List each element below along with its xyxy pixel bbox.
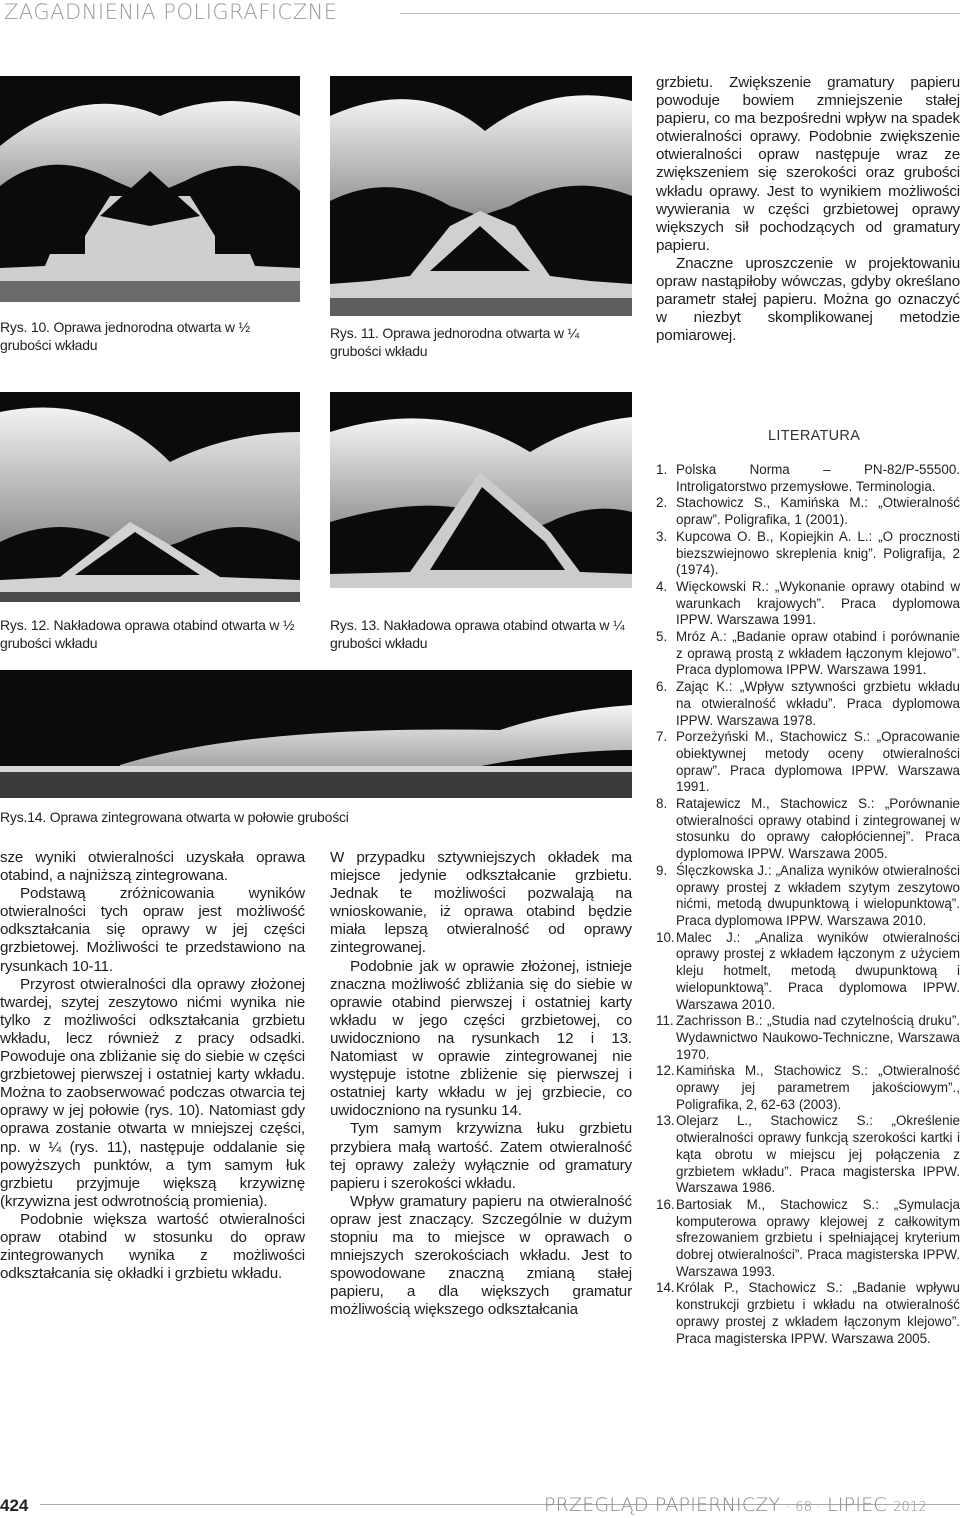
journal-month: LIPIEC	[827, 1494, 887, 1516]
journal-name: PRZEGLĄD PAPIERNICZY	[544, 1494, 781, 1516]
figure-13-caption: Rys. 13. Nakładowa oprawa otabind otwarta w ¼ grubości wkładu	[330, 617, 625, 651]
reference-text: Malec J.: „Analiza wyników otwieralności oprawy prostej z wkładem łączonym z użyciem kleju hotmelt, metodą dwupunktową i wielopunktową”. Praca dyplomowa IPPW. Warszawa 2010.	[676, 929, 960, 1012]
reference-number: 3.	[656, 528, 668, 544]
list-item	[656, 1280, 960, 1347]
reference-text: Olejarz L., Stachowicz S.: „Określenie otwieralności oprawy funkcją szerokości kartki i kąta obrotu w miejscu jej połączenia z grzbietem wkładu”. Praca magisterska IPPW. Warszawa 1986.	[676, 1113, 960, 1196]
reference-text: Polska Norma – PN-82/P-55500. Introligatorstwo przemysłowe. Terminologia.	[676, 462, 960, 494]
reference-number: 14.	[656, 1280, 675, 1296]
list-item	[656, 1063, 960, 1113]
right-column-top-text	[656, 74, 960, 345]
journal-footer	[544, 1494, 927, 1516]
reference-text: Królak P., Stachowicz S.: „Badanie wpływu konstrukcji grzbietu i wkładu na otwieralność oprawy prostej z wkładem łączonym klejowo”. Praca magisterska IPPW. Warszawa 2005.	[676, 1280, 960, 1346]
list-item	[656, 930, 960, 1014]
left-column-text	[0, 849, 305, 1283]
list-item	[656, 796, 960, 863]
list-item	[656, 729, 960, 796]
paragraph: Przyrost otwieralności dla oprawy złożonej twardej, szytej zeszytowo nićmi wynika nie tylko z możliwości odkształcania grzbietu wkładu, lecz również z pracy odsadki. Powoduje ona zbliżanie się do siebie w części grzbietowej pierwszej i ostatniej karty wkładu. Można to zaobserwować podczas otwarcia tej oprawy w jej połowie (rys. 10). Natomiast gdy oprawa zostanie otwarta w mniejszej części, np. w ¼ (rys. 11), następuje oddalanie się powyższych punktów, a tym samym łuk grzbietu przyjmuje większą krzywiznę (krzywizna jest odwrotnością promienia).	[0, 975, 305, 1210]
reference-text: Ślęczkowska J.: „Analiza wyników otwieralności oprawy prostej z wkładem szytym zeszytowo nićmi, metodą dwupunktową i wielopunktową”. Praca dyplomowa IPPW. Warszawa 2010.	[676, 862, 960, 928]
paragraph: sze wyniki otwieralności uzyskała oprawa otabind, a najniższą zintegrowana.	[0, 849, 305, 885]
reference-number: 10.	[656, 929, 675, 945]
reference-number: 16.	[656, 1196, 675, 1212]
paragraph: Podobnie jak w oprawie złożonej, istnieje znaczna możliwość zbliżania się do siebie w oprawie otabind pierwszej i ostatniej karty wkładu w jego części grzbietowej, co uwidoczniono na rysunkach 12 i 13. Natomiast w oprawie zintegrowanej nie występuje istotne zbliżenie się pierwszej i ostatniej karty wkładu w jej grzbiecie, co uwidoczniono na rysunku 14.	[330, 957, 632, 1120]
figure-12-photo	[0, 392, 300, 602]
paragraph: Tym samym krzywizna łuku grzbietu przybiera małą wartość. Zatem otwieralność tej oprawy zależy wyłącznie od gramatury papieru i szerokości wkładu.	[330, 1120, 632, 1192]
reference-text: Zając K.: „Wpływ sztywności grzbietu wkładu na otwieralność wkładu”. Praca dyplomowa IPPW. Warszawa 1978.	[676, 679, 960, 728]
figure-14-photo	[0, 670, 632, 798]
literature-list	[656, 462, 960, 1347]
journal-issue: · 68 ·	[786, 1500, 821, 1515]
reference-number: 5.	[656, 629, 668, 645]
reference-number: 12.	[656, 1063, 675, 1079]
figure-13-photo	[330, 392, 632, 588]
list-item	[656, 495, 960, 528]
page-header	[0, 0, 960, 26]
paragraph: Znaczne uproszczenie w projektowaniu opraw nastąpiłoby wówczas, gdyby określano parametr stałej papieru. Można go oznaczyć w niezbyt skomplikowanej metodzie pomiarowej.	[656, 254, 960, 345]
figure-10-photo	[0, 76, 300, 302]
reference-text: Kupcowa O. B., Kopiejkin A. L.: „O procznosti biezszwiejnowo skreplenia knig”. Poligrafija, 2 (1974).	[676, 528, 960, 578]
figure-10-caption: Rys. 10. Oprawa jednorodna otwarta w ½ grubości wkładu	[0, 319, 250, 353]
list-item	[656, 863, 960, 930]
reference-text: Więckowski R.: „Wykonanie oprawy otabind w warunkach krajowych”. Praca dyplomowa IPPW. Warszawa 1991.	[676, 578, 960, 628]
paragraph: grzbietu. Zwiększenie gramatury papieru powoduje bowiem zmniejszenie stałej papieru, co ma bezpośredni wpływ na spadek otwieralności oprawy. Podobnie zwiększenie otwieralności opraw następuje wraz ze zwiększeniem się szerokości oraz grubości wkładu oprawy. Jest to wynikiem możliwości wywierania w części grzbietowej oprawy większych sił pochodzących od gramatury papieru.	[656, 74, 960, 254]
reference-text: Zachrisson B.: „Studia nad czytelnością druku”. Wydawnictwo Naukowo-Techniczne, Warszawa 1970.	[676, 1013, 960, 1062]
reference-number: 4.	[656, 578, 668, 594]
page-number: 424	[0, 1496, 29, 1515]
reference-text: Porzeżyński M., Stachowicz S.: „Opracowanie obiektywnej metody oceny otwieralności opraw”. Praca dyplomowa IPPW. Warszawa 1991.	[676, 729, 960, 795]
list-item	[656, 1113, 960, 1197]
list-item	[656, 1197, 960, 1281]
reference-number: 11.	[656, 1013, 674, 1029]
reference-number: 1.	[656, 462, 668, 477]
figure-11-photo	[330, 76, 632, 316]
reference-number: 6.	[656, 679, 668, 695]
reference-number: 2.	[656, 495, 668, 511]
reference-number: 13.	[656, 1113, 675, 1129]
list-item	[656, 1013, 960, 1063]
paragraph: Wpływ gramatury papieru na otwieralność opraw jest znaczący. Szczególnie w dużym stopniu ma to miejsce w oprawach o mniejszych szerokościach wkładu. Jest to spowodowane znaczną zmianą stałej papieru, a dla większych gramatur możliwością większego odkształcania	[330, 1192, 632, 1319]
reference-text: Mróz A.: „Badanie opraw otabind i porównanie z oprawą prostą z wkładem łączonym klejowo”. Praca dyplomowa IPPW. Warszawa 1991.	[676, 629, 960, 678]
list-item	[656, 629, 960, 679]
section-title: ZAGADNIENIA POLIGRAFICZNE	[4, 0, 338, 24]
list-item	[656, 462, 960, 495]
journal-year: 2012	[893, 1500, 927, 1515]
reference-number: 9.	[656, 862, 668, 878]
reference-text: Bartosiak M., Stachowicz S.: „Symulacja komputerowa oprawy klejowej z całkowitym sfrezowaniem grzbietu i spełniającej kryterium dobrej otwieralności”. Praca magisterska IPPW. Warszawa 1993.	[676, 1196, 960, 1279]
figure-12-caption: Rys. 12. Nakładowa oprawa otabind otwarta w ½ grubości wkładu	[0, 617, 295, 651]
header-rule	[400, 13, 960, 14]
paragraph: Podobnie większa wartość otwieralności opraw otabind w stosunku do opraw zintegrowanych wynika z możliwości odkształcania się okładki i grzbietu wkładu.	[0, 1210, 305, 1283]
list-item	[656, 579, 960, 629]
reference-number: 7.	[656, 729, 668, 745]
figure-14-caption: Rys.14. Oprawa zintegrowana otwarta w połowie grubości	[0, 809, 349, 825]
figure-11-caption: Rys. 11. Oprawa jednorodna otwarta w ¼ grubości wkładu	[330, 325, 579, 359]
reference-text: Kamińska M., Stachowicz S.: „Otwieralność oprawy jej parametrem jakościowym”., Poligrafika, 2, 62-63 (2003).	[676, 1063, 960, 1112]
paragraph: Podstawą zróżnicowania wyników otwieralności tych opraw jest możliwość odkształcania się oprawy w jej części grzbietowej. Możliwości te przedstawiono na rysunkach 10-11.	[0, 885, 305, 975]
reference-text: Ratajewicz M., Stachowicz S.: „Porównanie otwieralności oprawy otabind i zintegrowanej w stosunku do oprawy całopłóciennej”. Praca dyplomowa IPPW. Warszawa 2005.	[676, 796, 960, 862]
list-item	[656, 529, 960, 579]
list-item	[656, 679, 960, 729]
reference-number: 8.	[656, 796, 668, 812]
middle-column-text	[330, 849, 632, 1319]
reference-text: Stachowicz S., Kamińska M.: „Otwieralność opraw”. Poligrafika, 1 (2001).	[676, 495, 960, 528]
paragraph: W przypadku sztywniejszych okładek ma miejsce jedynie odkształcanie grzbietu. Jednak te możliwości pozwalają na wnioskowanie, iż oprawa otabind będzie miała lepszą otwieralność od oprawy zintegrowanej.	[330, 849, 632, 957]
literature-title: LITERATURA	[768, 428, 861, 444]
